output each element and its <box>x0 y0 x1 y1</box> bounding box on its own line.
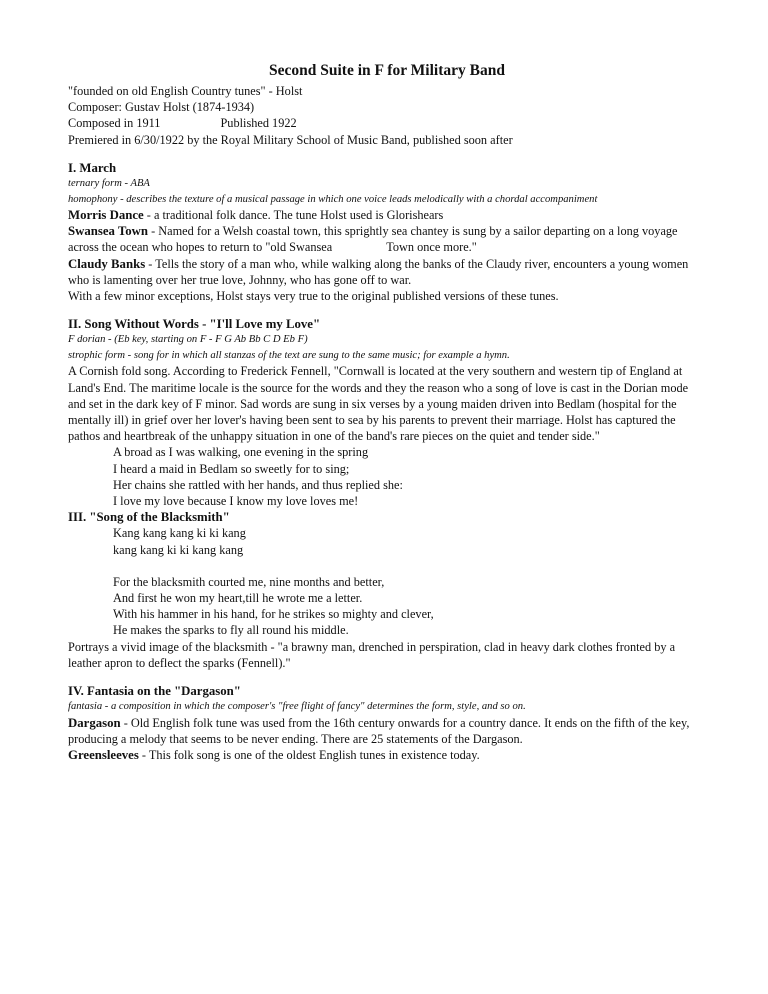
claudy-banks-term: Claudy Banks <box>68 256 146 271</box>
holst-quote: "founded on old English Country tunes" - Holst <box>68 84 303 98</box>
swansea-town-term: Swansea Town <box>68 224 149 239</box>
fantasia-def: fantasia - a composition in which the composer's "free flight of fancy" determines the form, style, and so on. <box>68 701 526 713</box>
greensleeves-entry <box>68 747 708 763</box>
verse-line: I love my love because I know my love loves me! <box>113 494 359 509</box>
dargason-text: - Old English folk tune was used from the 16th century onwards for a country dance. It ends on the fifth of the key, producing a melody that seems to be never ending. There are 25 statements of the Dargason. <box>68 715 690 746</box>
morris-dance-term: Morris Dance <box>68 208 144 223</box>
swansea-town-entry <box>68 223 708 255</box>
cornish-paragraph: A Cornish fold song. According to Frederick Fennell, "Cornwall is located at the very southern and western tip of England at Land's End. The maritime locale is the source for the words and they the reason who a song of love is cast in the Dorian mode and set in the dark key of F minor. Sad words are sung in six verses by a young maiden driven into Bedlam (hospital for the mentally ill) in grief over her lover's having been sent to sea by his parents to prevent their marriage. Holst has captured the pathos and heartbreak of the unhappy situation in one of the band's rare pieces on the quiet and tender side." <box>68 364 689 444</box>
bedlam-verse <box>68 444 708 509</box>
verse-line: kang kang ki ki kang kang <box>113 542 244 557</box>
swansea-town-text-end: Town once more." <box>386 240 477 255</box>
verse-line: A broad as I was walking, one evening in the spring <box>113 445 369 460</box>
claudy-banks-text: - Tells the story of a man who, while walking along the banks of the Claudy river, encounters a young women who is lamenting over her true love, Johnny, who has gone off to war. <box>68 256 689 287</box>
blacksmith-refrain <box>68 525 708 557</box>
verse-line: He makes the sparks to fly all round his middle. <box>113 623 349 638</box>
swansea-town-text: - Named for a Welsh coastal town, this sprightly sea chantey is sung by a sailor departing on a long voyage across the ocean who hopes to return to "old Swansea <box>68 224 678 255</box>
greensleeves-text: - This folk song is one of the oldest English tunes in existence today. <box>138 748 480 763</box>
published-date: Published 1922 <box>220 116 297 131</box>
greensleeves-term: Greensleeves <box>68 748 139 763</box>
document-title: Second Suite in F for Military Band <box>269 62 505 79</box>
verse-line: With his hammer in his hand, for he strikes so mighty and clever, <box>113 607 434 622</box>
verse-line: Kang kang kang ki ki kang <box>113 526 246 541</box>
song-heading: II. Song Without Words - "I'll Love my Love" <box>68 317 321 332</box>
dargason-term: Dargason <box>68 715 121 730</box>
march-heading: I. March <box>68 160 117 175</box>
premiere-line: Premiered in 6/30/1922 by the Royal Military School of Music Band, published soon after <box>68 132 513 147</box>
march-closing: With a few minor exceptions, Holst stays very true to the original published versions of these tunes. <box>68 289 559 304</box>
blacksmith-verse <box>68 574 708 639</box>
composer-line: Composer: Gustav Holst (1874-1934) <box>68 100 255 115</box>
strophic-form-def: strophic form - song for in which all stanzas of the text are sung to the same music; for example a hymn. <box>68 349 510 361</box>
ternary-form-def: ternary form - ABA <box>68 178 150 190</box>
verse-line: For the blacksmith courted me, nine months and better, <box>113 574 385 589</box>
verse-line: Her chains she rattled with her hands, and thus replied she: <box>113 477 403 492</box>
verse-line: I heard a maid in Bedlam so sweetly for to sing; <box>113 461 350 476</box>
claudy-banks-entry <box>68 256 708 288</box>
dates-line <box>68 115 708 131</box>
blacksmith-paragraph: Portrays a vivid image of the blacksmith - "a brawny man, drenched in perspiration, clad in heavy dark clothes fronted by a leather apron to deflect the sparks (Fennell)." <box>68 639 676 670</box>
dargason-entry <box>68 715 708 747</box>
blacksmith-heading: III. "Song of the Blacksmith" <box>68 510 230 525</box>
f-dorian-def: F dorian - (Eb key, starting on F - F G Ab Bb C D Eb F) <box>68 334 308 346</box>
morris-dance-entry <box>68 207 708 223</box>
verse-line: And first he won my heart,till he wrote me a letter. <box>113 591 363 606</box>
homophony-def: homophony - describes the texture of a musical passage in which one voice leads melodically with a chordal accompaniment <box>68 193 598 205</box>
composed-date: Composed in 1911 <box>68 116 161 131</box>
fantasia-heading: IV. Fantasia on the "Dargason" <box>68 684 241 699</box>
morris-dance-text: - a traditional folk dance. The tune Holst used is Glorishears <box>143 208 444 223</box>
